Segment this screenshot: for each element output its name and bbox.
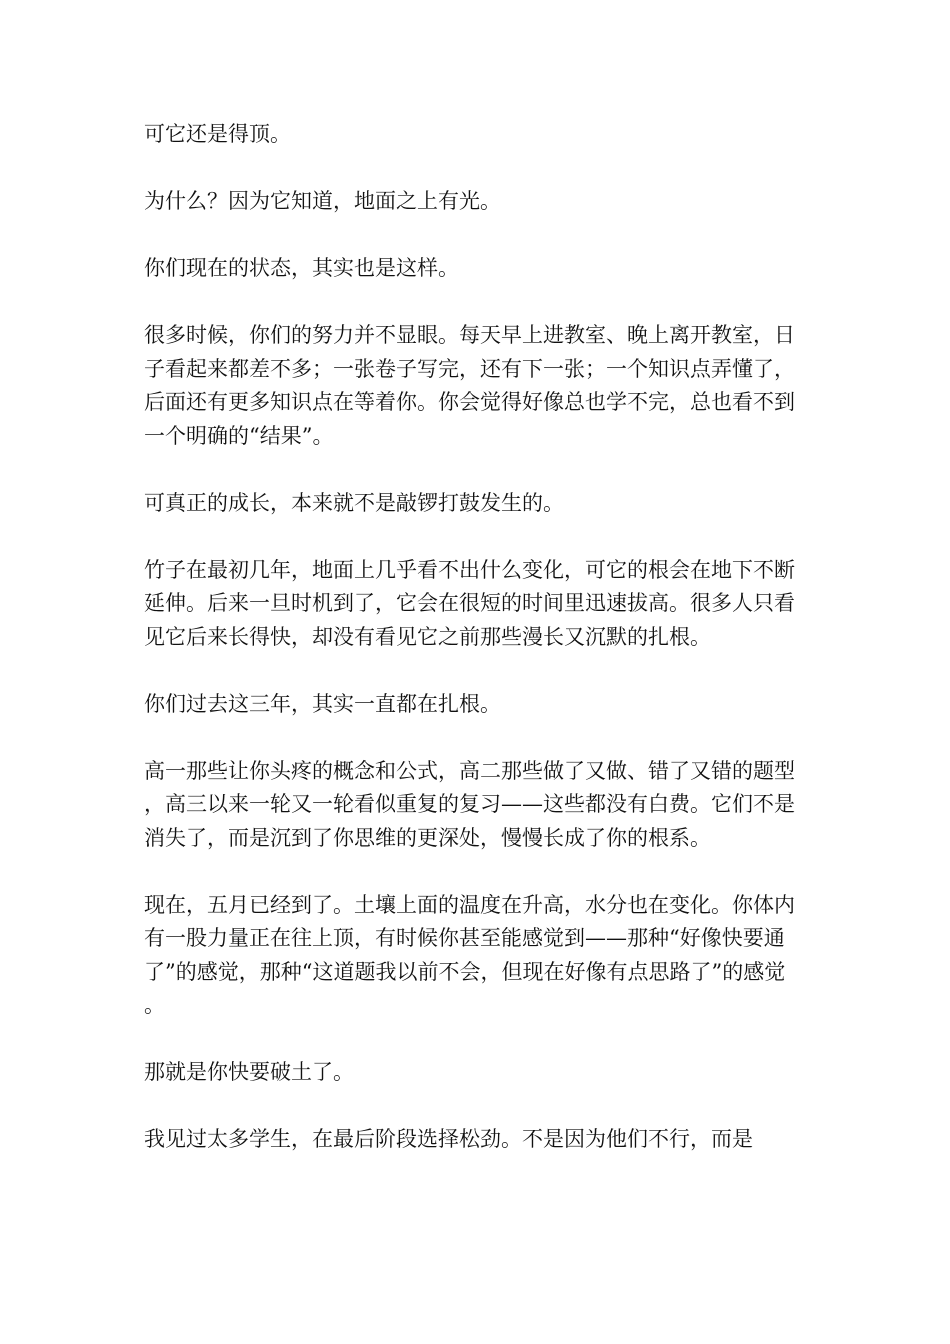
document-body: [144, 118, 804, 1190]
paragraph-9: 现在，五月已经到了。土壤上面的温度在升高，水分也在变化。你体内有一股力量正在往上顶，有时候你甚至能感觉到——那种“好像快要通了”的感觉，那种“这道题我以前不会，但现在好像有点思路了”的感觉。: [144, 892, 795, 1017]
paragraph-6: 竹子在最初几年，地面上几乎看不出什么变化，可它的根会在地下不断延伸。后来一旦时机到了，它会在很短的时间里迅速拔高。很多人只看见它后来长得快，却没有看见它之前那些漫长又沉默的扎根。: [144, 557, 795, 649]
paragraph-7: 你们过去这三年，其实一直都在扎根。: [144, 691, 501, 716]
paragraph-1: 可它还是得顶。: [144, 122, 291, 146]
paragraph-3: 你们现在的状态，其实也是这样。: [144, 256, 459, 280]
paragraph-5: 可真正的成长，本来就不是敲锣打鼓发生的。: [144, 490, 564, 515]
paragraph-2: 为什么？因为它知道，地面之上有光。: [144, 189, 501, 213]
paragraph-8: 高一那些让你头疼的概念和公式，高二那些做了又做、错了又错的题型，高三以来一轮又一轮看似重复的复习——这些都没有白费。它们不是消失了，而是沉到了你思维的更深处，慢慢长成了你的根系。: [144, 758, 795, 850]
paragraph-4: 很多时候，你们的努力并不显眼。每天早上进教室、晚上离开教室，日子看起来都差不多；一张卷子写完，还有下一张；一个知识点弄懂了，后面还有更多知识点在等着你。你会觉得好像总也学不完，总也看不到一个明确的“结果”。: [144, 323, 795, 448]
paragraph-11: 我见过太多学生，在最后阶段选择松劲。不是因为他们不行，而是: [144, 1127, 753, 1151]
paragraph-10: 那就是你快要破土了。: [144, 1060, 354, 1084]
